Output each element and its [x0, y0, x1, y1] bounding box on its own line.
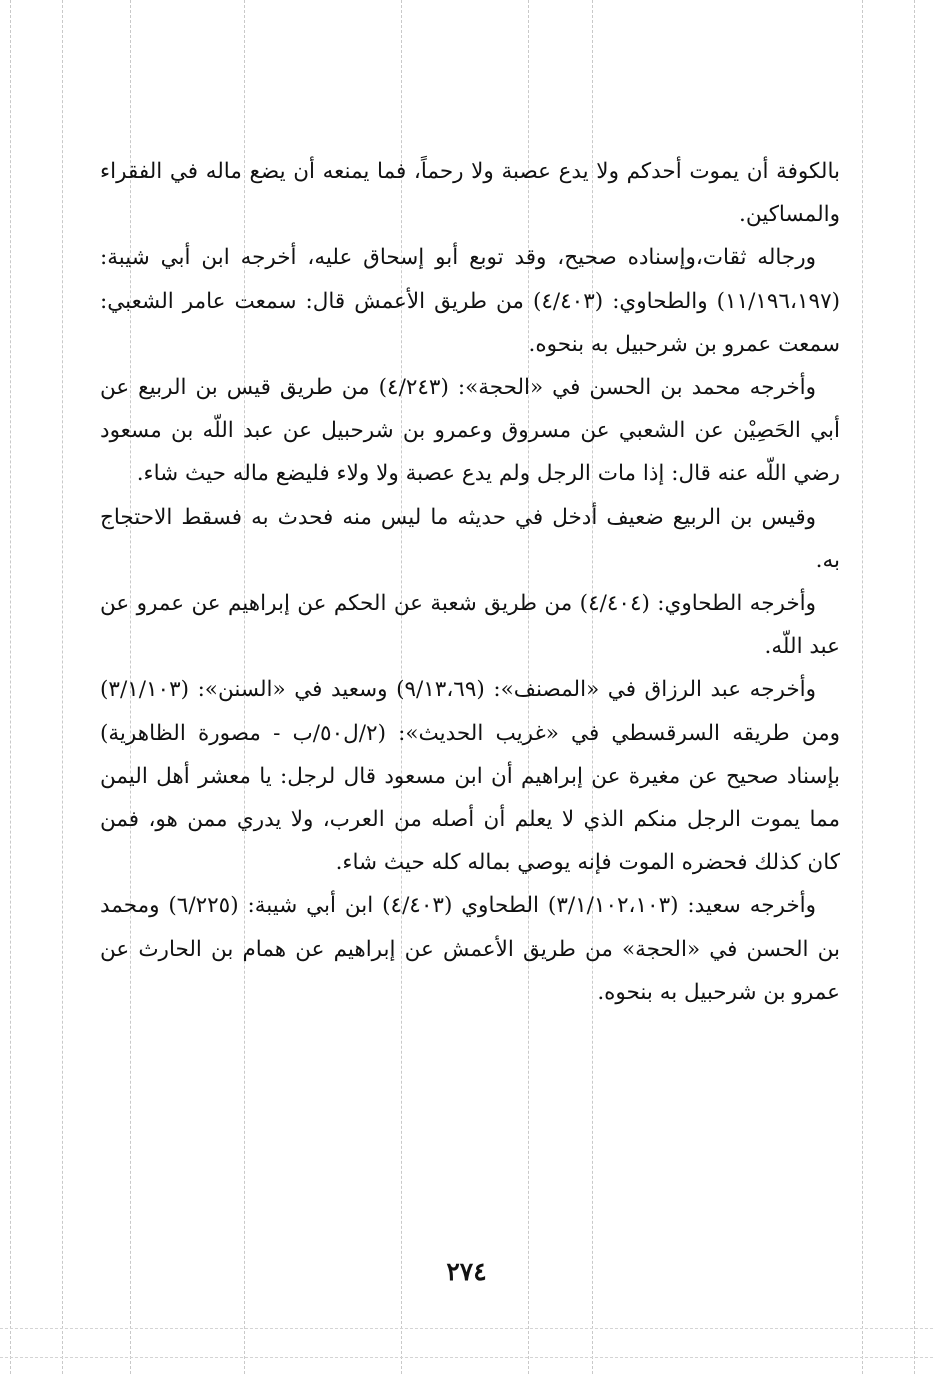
body-text [100, 150, 840, 1014]
paragraph: وأخرجه الطحاوي: (٤/٤٠٤) من طريق شعبة عن الحكم عن إبراهيم عن عمرو عن عبد اللّه. [100, 591, 840, 660]
scan-guide-line [862, 0, 863, 1374]
scan-guide-line [10, 0, 11, 1374]
paragraph: ورجاله ثقات،وإسناده صحيح، وقد توبع أبو إسحاق عليه، أخرجه ابن أبي شيبة: (١١/١٩٦،١٩٧) والطحاوي: (٤/٤٠٣) من طريق الأعمش قال: سمعت عامر الشعبي: سمعت عمرو بن شرحبيل به بنحوه. [100, 245, 841, 357]
scan-guide-line [0, 1357, 933, 1358]
scan-guide-line [62, 0, 63, 1374]
paragraph: وقيس بن الربيع ضعيف أدخل في حديثه ما ليس منه فحدث به فسقط الاحتجاج به. [100, 504, 840, 573]
page-number: ٢٧٤ [446, 1257, 487, 1286]
paragraph: وأخرجه محمد بن الحسن في «الحجة»: (٤/٢٤٣) من طريق قيس بن الربيع عن أبي الحَصِيْن عن الشعبي عن مسروق وعمرو بن شرحبيل عن عبد اللّه بن مسعود رضي اللّه عنه قال: إذا مات الرجل ولم يدع عصبة ولا ولاء فليضع ماله حيث شاء. [100, 375, 840, 487]
paragraph: بالكوفة أن يموت أحدكم ولا يدع عصبة ولا رحماً، فما يمنعه أن يضع ماله في الفقراء والمساكين. [100, 159, 840, 228]
scan-guide-line [0, 1328, 933, 1329]
paragraph: وأخرجه عبد الرزاق في «المصنف»: (٩/١٣،٦٩) وسعيد في «السنن»: (٣/١/١٠٣) ومن طريقه السرقسطي في «غريب الحديث»: (٢/ل٥٠/ب - مصورة الظاهرية) بإسناد صحيح عن مغيرة عن إبراهيم أن ابن مسعود قال لرجل: يا معشر أهل اليمن مما يموت الرجل منكم الذي لا يعلم أن أصله من العرب، ولا يدري ممن هو، فمن كان كذلك فحضره الموت فإنه يوصي بماله كله حيث شاء. [100, 677, 840, 876]
scan-guide-line [914, 0, 915, 1374]
paragraph: وأخرجه سعيد: (٣/١/١٠٢،١٠٣) الطحاوي (٤/٤٠٣) ابن أبي شيبة: (٦/٢٢٥) ومحمد بن الحسن في «الحجة» من طريق الأعمش عن إبراهيم عن همام بن الحارث عن عمرو بن شرحبيل به بنحوه. [100, 893, 840, 1005]
